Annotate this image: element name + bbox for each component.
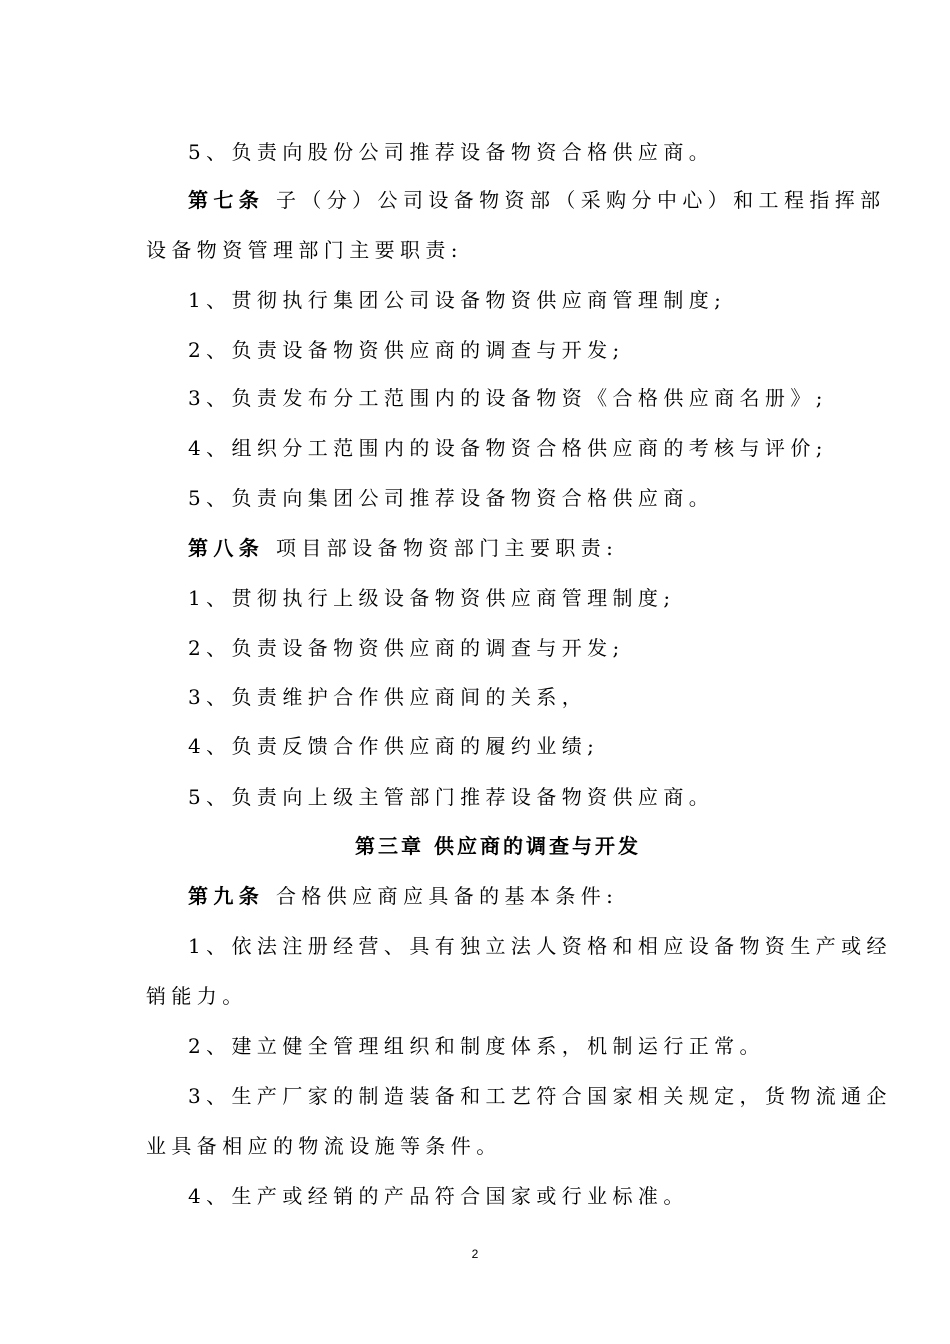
list-item: 3、负责维护合作供应商间的关系， (188, 685, 588, 709)
paragraph-line: 4、生产或经销的产品符合国家或行业标准。 (188, 1184, 689, 1208)
list-item: 5、负责向集团公司推荐设备物资合格供应商。 (188, 486, 715, 510)
paragraph-line: 设备物资管理部门主要职责: (146, 238, 463, 262)
list-item: 5、负责向上级主管部门推荐设备物资供应商。 (188, 785, 715, 809)
list-item: 1、贯彻执行上级设备物资供应商管理制度; (188, 586, 676, 610)
list-item: 3、负责发布分工范围内的设备物资《合格供应商名册》; (188, 386, 828, 410)
article-9-line: 第九条 合格供应商应具备的基本条件: (188, 884, 619, 908)
paragraph-line: 3、生产厂家的制造装备和工艺符合国家相关规定，货物流通企 (188, 1084, 892, 1108)
article-label: 第九条 (188, 884, 265, 908)
article-label: 第八条 (188, 536, 265, 560)
list-item: 1、贯彻执行集团公司设备物资供应商管理制度; (188, 288, 727, 312)
page-number: 2 (471, 1247, 479, 1261)
paragraph-line: 5、负责向股份公司推荐设备物资合格供应商。 (188, 140, 715, 164)
article-label: 第七条 (188, 188, 265, 212)
paragraph-line: 2、建立健全管理组织和制度体系，机制运行正常。 (188, 1034, 765, 1058)
paragraph-line: 1、依法注册经营、具有独立法人资格和相应设备物资生产或经 (188, 934, 892, 958)
list-item: 4、负责反馈合作供应商的履约业绩; (188, 734, 600, 758)
list-item: 4、组织分工范围内的设备物资合格供应商的考核与评价; (188, 436, 828, 460)
list-item: 2、负责设备物资供应商的调查与开发; (188, 338, 625, 362)
paragraph-line: 销能力。 (146, 984, 248, 1008)
article-8-line: 第八条 项目部设备物资部门主要职责: (188, 536, 619, 560)
paragraph-line: 业具备相应的物流设施等条件。 (146, 1134, 502, 1158)
list-item: 2、负责设备物资供应商的调查与开发; (188, 636, 625, 660)
chapter-heading: 第三章 供应商的调查与开发 (355, 834, 641, 858)
article-7-line: 第七条 子（分）公司设备物资部（采购分中心）和工程指挥部 (188, 188, 886, 212)
